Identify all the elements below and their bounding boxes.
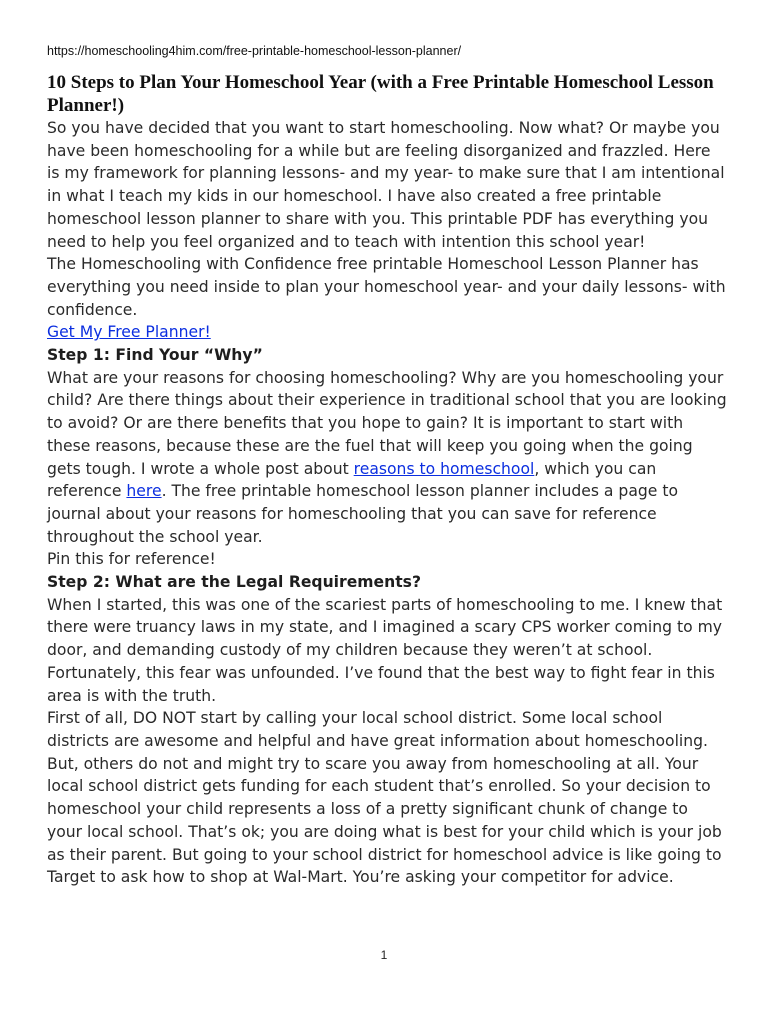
step1-text-c: . The free printable homeschool lesson planner includes a page to journal about your reasons for homeschooling that you can save for reference throughout the school year. [47,482,678,546]
step1-paragraph [47,367,727,549]
step1-heading: Step 1: Find Your “Why” [47,346,263,365]
article-title: 10 Steps to Plan Your Homeschool Year (with a Free Printable Homeschool Lesson Planner!) [47,72,714,116]
step1-text-a: What are your reasons for choosing homeschooling? Why are you homeschooling your child? Are there things about their experience in traditional school that you are looking to avoid? Or are there benefits that you hope to gain? It is important to start with these reasons, because these are the fuel that will keep you going when the going gets tough. I wrote a whole post about [47,368,727,478]
step1-text-b: , which you can reference [47,459,657,501]
article-body [47,117,727,889]
source-url: https://homeschooling4him.com/free-printable-homeschool-lesson-planner/ [47,44,462,58]
intro-paragraph-1: So you have decided that you want to start homeschooling. Now what? Or maybe you have been homeschooling for a while but are feeling disorganized and frazzled. Here is my framework for planning lessons- and my year- to make sure that I am intentional in what I teach my kids in our homeschool. I have also created a free printable homeschool lesson planner to share with you. This printable PDF has everything you need to help you feel organized and to teach with intention this school year! [47,119,725,251]
pin-note: Pin this for reference! [47,550,216,569]
cta-line [47,321,727,344]
page-number: 1 [380,948,388,962]
get-free-planner-link[interactable]: Get My Free Planner! [47,323,211,342]
here-link[interactable]: here [126,482,162,501]
step2-paragraph-1: When I started, this was one of the scariest parts of homeschooling to me. I knew that there were truancy laws in my state, and I imagined a scary CPS worker coming to my door, and demanding custody of my children because they weren’t at school. Fortunately, this fear was unfounded. I’ve found that the best way to fight fear in this area is with the truth. [47,595,723,705]
step2-heading: Step 2: What are the Legal Requirements? [47,573,421,592]
intro-paragraph-2: The Homeschooling with Confidence free printable Homeschool Lesson Planner has everything you need inside to plan your homeschool year- and your daily lessons- with confidence. [47,255,726,319]
step2-paragraph-2: First of all, DO NOT start by calling your local school district. Some local school districts are awesome and helpful and have great information about homeschooling. But, others do not and might try to scare you away from homeschooling at all. Your local school district gets funding for each student that’s enrolled. So your decision to homeschool your child represents a loss of a pretty significant chunk of change to your local school. That’s ok; you are doing what is best for your child which is your job as their parent. But going to your school district for homeschool advice is like going to Target to ask how to shop at Wal-Mart. You’re asking your competitor for advice. [47,709,722,887]
reasons-to-homeschool-link[interactable]: reasons to homeschool [353,459,535,478]
